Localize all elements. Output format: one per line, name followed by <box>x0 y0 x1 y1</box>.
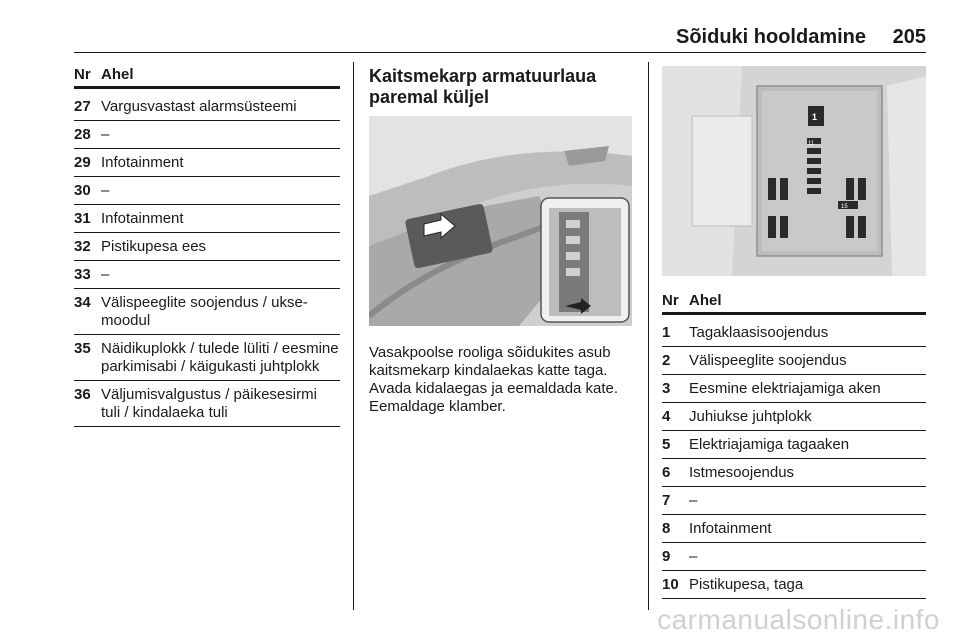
table-header-rule <box>74 86 340 89</box>
fusebox-illustration <box>662 66 926 276</box>
table-body <box>662 319 926 599</box>
section-title: Kaitsmekarp armatuurlaua paremal küljel <box>369 66 597 107</box>
row-circuit: – <box>101 266 110 283</box>
watermark: carmanualsonline.info <box>657 604 940 635</box>
row-circuit: Infotainment <box>101 210 184 227</box>
row-number: 10 <box>662 576 679 593</box>
table-row <box>662 571 926 594</box>
middle-column <box>369 66 633 108</box>
row-number: 34 <box>74 294 91 311</box>
table-row <box>74 335 340 376</box>
row-circuit: Tagaklaasisoojendus <box>689 324 829 341</box>
instructions <box>369 344 635 416</box>
instruction-paragraph: Vasakpoolse rooliga sõidukites asub kaitsmekarp kindalaekas katte taga. Avada kidalaegas ja eemaldada kate. Eemaldage klamber. <box>369 344 619 415</box>
header-divider <box>74 52 926 53</box>
row-number: 35 <box>74 340 91 357</box>
table-row <box>662 403 926 426</box>
table-row <box>74 381 340 422</box>
row-number: 3 <box>662 380 671 397</box>
table-row <box>662 459 926 482</box>
col-nr-header: Nr <box>74 66 91 83</box>
row-number: 1 <box>662 324 671 341</box>
table-row <box>74 261 340 284</box>
row-circuit: Infotainment <box>101 154 184 171</box>
row-circuit: Eesmine elektriajamiga aken <box>689 380 881 397</box>
row-number: 4 <box>662 408 671 425</box>
row-number: 31 <box>74 210 91 227</box>
row-circuit: Väljumisvalgustus / päikesesirmi tuli / kindalaeka tuli <box>101 386 317 421</box>
row-circuit: – <box>101 182 110 199</box>
table-row <box>74 205 340 228</box>
table-row <box>74 233 340 256</box>
row-number: 30 <box>74 182 91 199</box>
table-row <box>662 543 926 566</box>
row-number: 32 <box>74 238 91 255</box>
page-number: 205 <box>892 26 926 48</box>
row-circuit: Välispeeglite soojendus <box>689 352 847 369</box>
table-row <box>662 319 926 342</box>
table-body <box>74 93 340 427</box>
row-circuit: – <box>101 126 110 143</box>
row-number: 7 <box>662 492 671 509</box>
row-circuit: Istmesoojendus <box>689 464 795 481</box>
row-number: 28 <box>74 126 91 143</box>
table-row <box>662 375 926 398</box>
row-number: 8 <box>662 520 671 537</box>
row-circuit: – <box>689 492 698 509</box>
page-title: Sõiduki hooldamine <box>675 26 866 48</box>
table-header-rule <box>662 312 926 315</box>
table-row <box>74 177 340 200</box>
row-number: 9 <box>662 548 671 565</box>
row-divider <box>662 598 926 599</box>
row-circuit: – <box>689 548 698 565</box>
column-divider-left <box>353 62 354 610</box>
row-number: 2 <box>662 352 671 369</box>
table-row <box>662 347 926 370</box>
row-circuit: Juhiukse juhtplokk <box>689 408 812 425</box>
fusebox-photo <box>662 66 926 276</box>
left-fuse-table <box>74 64 340 427</box>
fuse-label-1: 1 <box>812 112 818 122</box>
table-row <box>74 93 340 116</box>
table-row <box>74 149 340 172</box>
col-ahel-header: Ahel <box>101 66 134 83</box>
fuse-label-15: 15 <box>841 204 848 210</box>
row-circuit: Näidikuplokk / tulede lüliti / eesmine parkimisabi / käigukasti juhtplokk <box>101 340 339 375</box>
row-number: 5 <box>662 436 671 453</box>
row-number: 6 <box>662 464 671 481</box>
row-number: 29 <box>74 154 91 171</box>
table-row <box>662 431 926 454</box>
table-row <box>74 121 340 144</box>
glovebox-photo <box>369 116 632 326</box>
fuse-label-11: 11 <box>808 141 815 147</box>
row-circuit: Elektriajamiga tagaaken <box>689 436 850 453</box>
row-circuit: Vargusvastast alarmsüsteemi <box>101 98 297 115</box>
right-fuse-table <box>662 290 926 599</box>
row-circuit: Pistikupesa, taga <box>689 576 804 593</box>
row-divider <box>74 426 340 427</box>
table-row <box>662 515 926 538</box>
row-number: 27 <box>74 98 91 115</box>
row-number: 33 <box>74 266 91 283</box>
page-header <box>74 22 926 50</box>
col-nr-header: Nr <box>662 292 679 309</box>
row-circuit: Infotainment <box>689 520 772 537</box>
col-ahel-header: Ahel <box>689 292 722 309</box>
row-circuit: Pistikupesa ees <box>101 238 207 255</box>
row-number: 36 <box>74 386 91 403</box>
table-header <box>662 290 926 312</box>
row-circuit: Välispeeglite soojendus / ukse-moodul <box>101 294 308 329</box>
glovebox-illustration <box>369 116 632 326</box>
table-row <box>74 289 340 330</box>
column-divider-right <box>648 62 649 610</box>
table-header <box>74 64 340 86</box>
table-row <box>662 487 926 510</box>
